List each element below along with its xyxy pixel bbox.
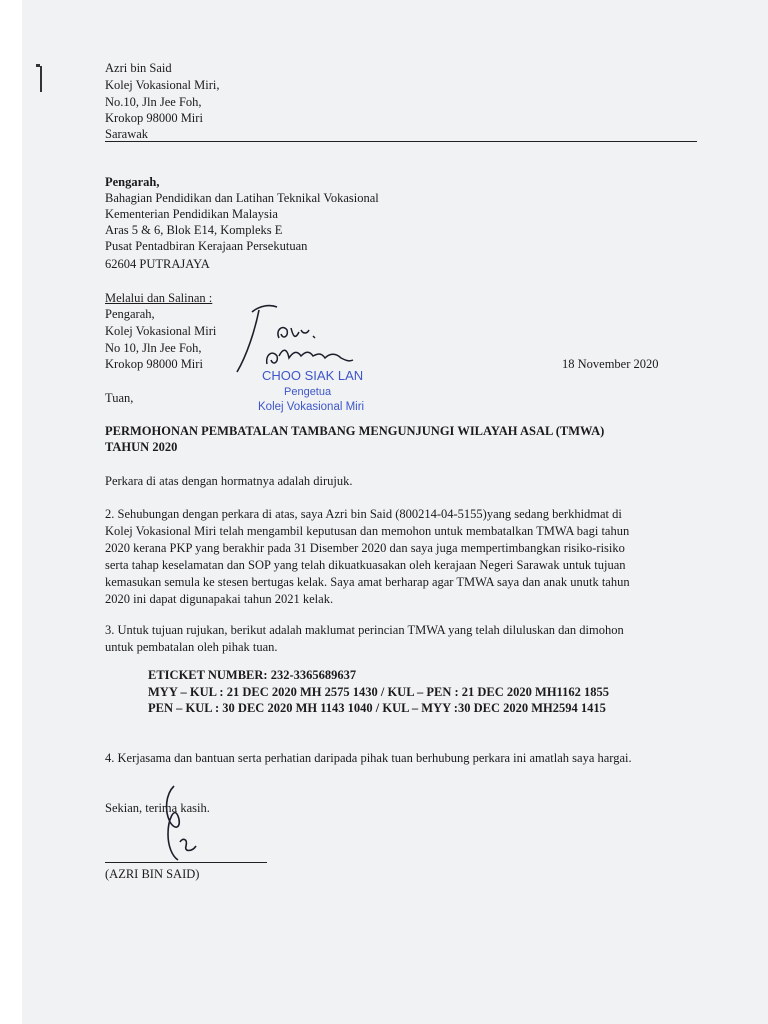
paragraph-1: Perkara di atas dengan hormatnya adalah dirujuk. [105, 474, 353, 488]
via-line: No 10, Jln Jee Foh, [105, 341, 202, 355]
author-signature [152, 780, 212, 870]
ticket-flight-line: MYY – KUL : 21 DEC 2020 MH 2575 1430 / KUL – PEN : 21 DEC 2020 MH1162 1855 [148, 685, 609, 699]
sender-line: No.10, Jln Jee Foh, [105, 95, 202, 109]
paragraph-line: Kolej Vokasional Miri telah mengambil keputusan dan memohon untuk membatalkan TMWA bagi tahun [105, 524, 630, 538]
recipient-line: Pusat Pentadbiran Kerajaan Persekutuan [105, 239, 308, 253]
paragraph-3 [105, 622, 695, 656]
via-line: Pengarah, [105, 307, 155, 321]
closing: Sekian, terima kasih. [105, 801, 210, 815]
sender-line: Sarawak [105, 127, 149, 141]
signatory-name: (AZRI BIN SAID) [105, 867, 200, 881]
letter-date: 18 November 2020 [562, 357, 659, 371]
subject-line: TAHUN 2020 [105, 440, 178, 454]
recipient-line: Bahagian Pendidikan dan Latihan Teknikal Vokasional [105, 191, 379, 205]
paragraph-line: 3. Untuk tujuan rujukan, berikut adalah maklumat perincian TMWA yang telah diluluskan dan dimohon [105, 623, 624, 637]
paragraph-line: 2020 kerana PKP yang berakhir pada 31 Disember 2020 dan saya juga mempertimbangkan risiko-risiko [105, 541, 625, 555]
ticket-number: ETICKET NUMBER: 232-3365689637 [148, 668, 357, 682]
paragraph-line: 2. Sehubungan dengan perkara di atas, saya Azri bin Said (800214-04-5155)yang sedang berkhidmat di [105, 507, 622, 521]
recipient-line: Kementerian Pendidikan Malaysia [105, 207, 278, 221]
paragraph-line: kemasukan semula ke stesen bertugas kelak. Saya amat berharap agar TMWA saya dan anak unutk tahun [105, 575, 630, 589]
paragraph-line: 2020 ini dapat digunapakai tahun 2021 kelak. [105, 592, 334, 606]
stamp-role: Pengetua [284, 386, 332, 398]
sender-line: Kolej Vokasional Miri, [105, 78, 220, 92]
subject-line: PERMOHONAN PEMBATALAN TAMBANG MENGUNJUNGI WILAYAH ASAL (TMWA) [105, 424, 605, 438]
scan-mark [36, 64, 40, 67]
paragraph-line: serta tahap keselamatan dan SOP yang telah dikuatkuasakan oleh kerajaan Negeri Sarawak untuk tujuan [105, 558, 626, 572]
recipient-line: 62604 PUTRAJAYA [105, 257, 210, 271]
signature-line [105, 862, 267, 863]
paragraph-line: untuk pembatalan oleh pihak tuan. [105, 640, 278, 654]
paragraph-4: 4. Kerjasama dan bantuan serta perhatian daripada pihak tuan berhubung perkara ini amatlah saya hargai. [105, 751, 632, 765]
paragraph-2 [105, 506, 695, 608]
sender-line: Azri bin Said [105, 61, 172, 75]
recipient-title: Pengarah, [105, 175, 160, 189]
stamp-org: Kolej Vokasional Miri [258, 401, 365, 413]
ticket-flight-line: PEN – KUL : 30 DEC 2020 MH 1143 1040 / KUL – MYY :30 DEC 2020 MH2594 1415 [148, 701, 606, 715]
via-heading: Melalui dan Salinan : [105, 291, 213, 305]
sender-line: Krokop 98000 Miri [105, 111, 203, 125]
header-divider [105, 141, 697, 142]
scan-mark [40, 66, 42, 92]
via-line: Kolej Vokasional Miri [105, 324, 217, 338]
salutation: Tuan, [105, 391, 134, 405]
stamp-name: CHOO SIAK LAN [262, 368, 364, 383]
via-line: Krokop 98000 Miri [105, 357, 203, 371]
recipient-line: Aras 5 & 6, Blok E14, Kompleks E [105, 223, 283, 237]
